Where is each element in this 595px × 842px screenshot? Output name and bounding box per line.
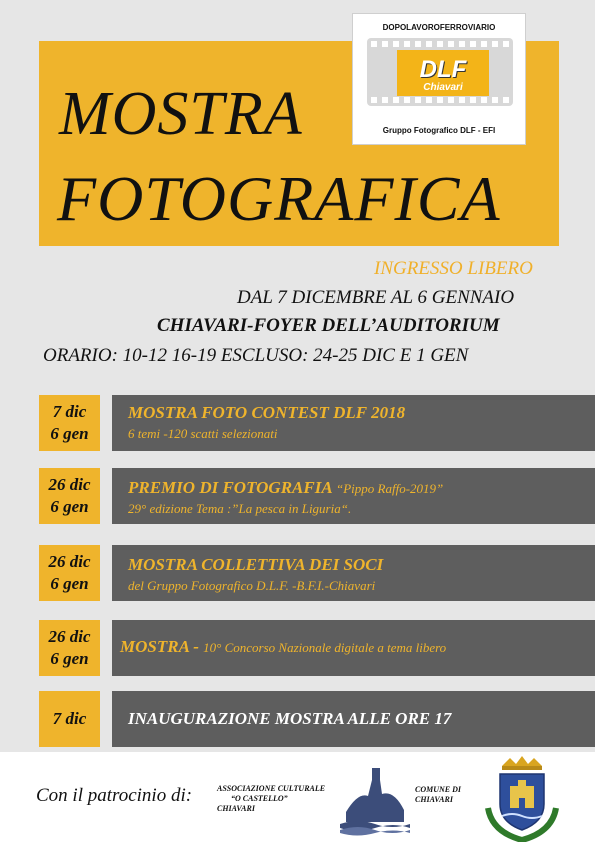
date-end: 6 gen [50, 424, 89, 443]
event-subtitle: 6 temi -120 scatti selezionati [128, 426, 278, 441]
assoc-line-3: CHIAVARI [217, 804, 255, 813]
title-line-2: FOTOGRAFICA [57, 163, 501, 234]
event-panel [112, 620, 595, 676]
exhibition-dates: DAL 7 DICEMBRE AL 6 GENNAIO [237, 287, 515, 308]
event-title: INAUGURAZIONE MOSTRA ALLE ORE 17 [128, 709, 452, 728]
date-start: 7 dic [52, 709, 87, 728]
comune-line-1: COMUNE DI [415, 785, 462, 794]
event-subtitle: del Gruppo Fotografico D.L.F. -B.F.I.-Chiavari [128, 578, 376, 593]
logo-frame [397, 50, 489, 96]
logo-city: Chiavari [423, 82, 463, 93]
event-panel [112, 395, 595, 451]
date-start: 26 dic [48, 552, 91, 571]
ingresso-libero: INGRESSO LIBERO [374, 258, 533, 279]
footer [0, 752, 595, 842]
comune-name [415, 785, 461, 805]
film-strip-icon [367, 38, 513, 106]
event-title-text: MOSTRA - [120, 637, 199, 656]
logo-bottom-text: Gruppo Fotografico DLF - EFI [382, 126, 496, 135]
event-date [39, 620, 100, 676]
event-title: MOSTRA FOTO CONTEST DLF 2018 [128, 403, 406, 422]
title-line-1: MOSTRA [59, 80, 303, 148]
event-panel [112, 468, 595, 524]
assoc-line-2: “O CASTELLO” [231, 794, 288, 803]
castle-logo-icon [338, 762, 412, 836]
chiavari-crest-icon [482, 756, 562, 842]
date-end: 6 gen [50, 497, 89, 516]
event-panel [112, 545, 595, 601]
event-date [39, 545, 100, 601]
logo-brand: DLF [419, 56, 467, 83]
patrocinio-label: Con il patrocinio di: [36, 785, 193, 806]
date-start: 26 dic [48, 475, 91, 494]
event-title-suffix: 10° Concorso Nazionale digitale a tema libero [203, 640, 447, 655]
date-start: 7 dic [52, 402, 87, 421]
event-title-suffix: “Pippo Raffo-2019” [336, 481, 444, 496]
event-title [120, 637, 446, 657]
date-start: 26 dic [48, 627, 91, 646]
event-date [39, 468, 100, 524]
logo-top-text: DOPOLAVOROFERROVIARIO [382, 23, 496, 32]
exhibition-location: CHIAVARI-FOYER DELL’AUDITORIUM [157, 315, 500, 336]
event-panel [112, 691, 595, 747]
event-title: MOSTRA COLLETTIVA DEI SOCI [128, 555, 384, 574]
event-title [128, 478, 443, 498]
comune-line-2: CHIAVARI [415, 795, 453, 804]
event-date [39, 691, 100, 747]
date-end: 6 gen [50, 574, 89, 593]
assoc-line-1: ASSOCIAZIONE CULTURALE [217, 784, 326, 793]
event-date [39, 395, 100, 451]
opening-hours: ORARIO: 10-12 16-19 ESCLUSO: 24-25 DIC E 1 GEN [43, 345, 469, 366]
date-end: 6 gen [50, 649, 89, 668]
dlf-logo [352, 13, 526, 145]
event-subtitle: 29° edizione Tema :”La pesca in Liguria“. [128, 501, 352, 516]
association-name [217, 784, 325, 814]
event-title-text: PREMIO DI FOTOGRAFIA [128, 478, 332, 497]
